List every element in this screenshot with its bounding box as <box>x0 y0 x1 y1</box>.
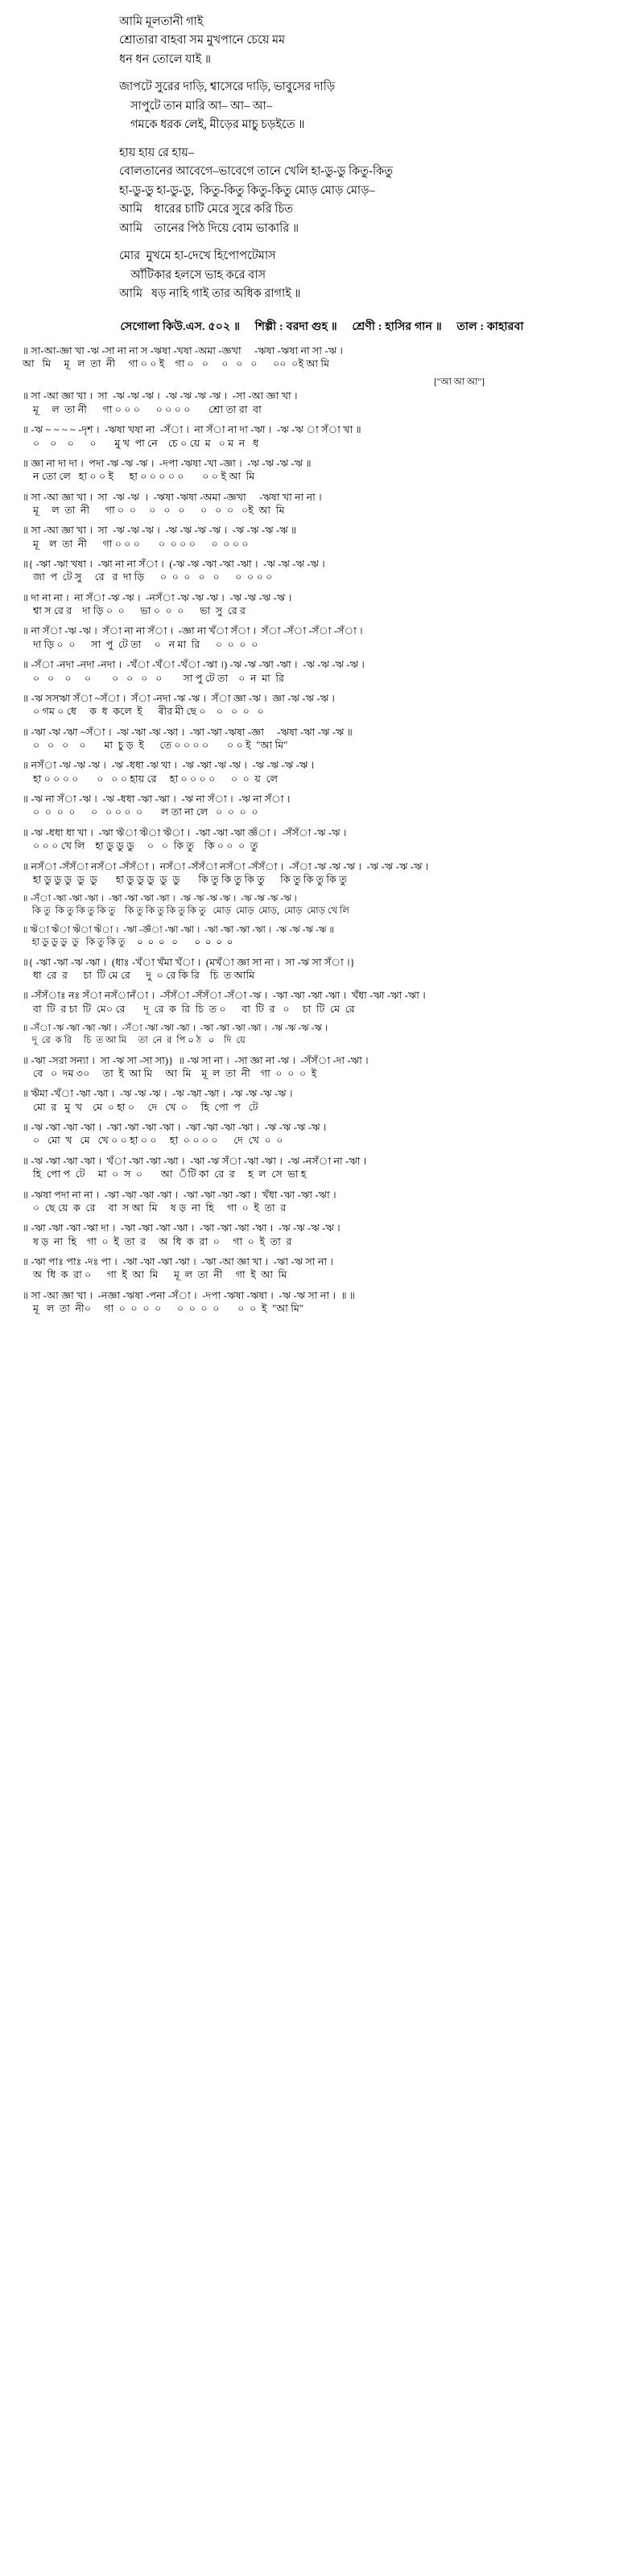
lyrics-stanza <box>119 247 621 303</box>
notation-row <box>23 423 621 450</box>
lyrics-line: আমি ধারের চাটি মেরে সুরে করি চিত <box>119 203 294 216</box>
lyrics-line: মোর মুখমে হা-দেখে হিপোপটেমাস <box>119 249 276 263</box>
notation-row <box>23 925 621 949</box>
swara-line: ॥ -ঋা -ঋ -ঋা ~সঁা । -ঋ -ঋা -ঋ -ঋা । -ঋা -ঋা -ঋষা -জ্ঞা -ঋষা -ঋা -ঋ -ঋ ॥ <box>23 726 353 738</box>
notation-row <box>23 860 621 887</box>
lyrics-stanza <box>119 13 621 69</box>
swara-line: ॥ -ঋ ~ ~ ~ ~ -দৃশ । -ঋষা খষা না -সঁা । না সঁা না দা -ঋা । -ঋ -ঋ া সঁা খা ॥ <box>23 424 361 436</box>
lyrics-line: আমি তানের পিঠ দিয়ে বোম ভাকারি ॥ <box>119 221 299 235</box>
sahitya-line: মো র মু খ মে ০ হা ০ দে খে ০ হি পো প টে <box>23 1101 258 1113</box>
swara-line: ॥ সা -আ জ্ঞা খা । সা -ঋ -ঋ -ঋ । -ঋ -ঋ -ঋ -ঋ । -ঋ -ঋ -ঋ -ঋ ॥ <box>23 525 297 537</box>
notation-row <box>23 989 621 1016</box>
swara-line: ॥ ঋঁমা -খঁা -ঋা -ঋা । -ঋ -ঋ -ঋ । -ঋ -ঋা -ঋা । -ঋ -ঋ -ঋ -ঋ । <box>23 1088 293 1100</box>
sahitya-line: দা ড়ি ০ ০ সা পু টে তা ০ ন মা রি ০ ০ ০ ০ <box>23 638 258 650</box>
swara-line: ॥ -ঋ সসঋা সঁা ~সঁা । সঁা -নদা -ঋ -ঋ । সঁা জ্ঞা -ঋ । জ্ঞা -ঋ -ঋ -ঋ । <box>23 692 336 704</box>
lyrics-line: ধন ধন তোলে যাই ॥ <box>119 52 211 66</box>
notation-row <box>23 344 621 371</box>
notation-row <box>23 956 621 983</box>
taal-label: তাল : কাহারবা <box>456 320 524 333</box>
swara-line: ॥ সা-আ-জ্ঞা খা -ঋ -সা না না স -ঋষা -খষা -অমা -জ্ঞখা -ঋষা -ঋষা না সা -ঋ । <box>23 344 343 357</box>
lyrics-line: আঁটিকার হলসে ভাহ করে বাস <box>130 268 266 282</box>
lyrics-line: হায় হায় রে হায়– <box>119 146 195 159</box>
sahitya-line: ০ ০ ০ ০ ০ ০ ০ ০ ০ ল তা না লে ০ ০ ০ ০ <box>23 806 258 818</box>
notation-row <box>23 591 621 618</box>
notation-block <box>23 344 621 1316</box>
notation-row <box>23 793 621 819</box>
sahitya-line: ০ ০ ০ ০ মা চু ড় ই তে ০ ০ ০ ০ ০ ০ ই "আ মি" <box>23 739 288 751</box>
swara-line: ॥ -সঁা -ঋা -ঋা -ঋা । -ঋা -ঋা -ঋা -ঋা । -ঋ -ঋ -ঋ -ঋ । -ঋ -ঋ -ঋ -ঋ । <box>23 894 297 905</box>
swara-line: ॥ -সঁা -ঋ -ঋা -ঋা -ঋা । -সঁা -ঋা -ঋা -ঋা । -ঋা -ঋা -ঋা -ঋা । -ঋ -ঋ -ঋ -ঋ । <box>23 1023 328 1033</box>
swara-line: ॥ নসঁা -ঋ -ঋ -ঋ । -ঋ -ধধা -ঋ খা । -ঋ -ঋা -ঋ -ঋ । -ঋ -ঋ -ঋ -ঋ । <box>23 760 315 772</box>
sahitya-line: ধা রে র চা টি মে রে দু ০ রে কি রি চি ত আমি <box>23 969 255 981</box>
sahitya-line: ০ ০ ০ খে লি হা ডু ডু ডু ০ ০ কি তু কি ০ ০ ০ তু <box>23 840 258 852</box>
swara-line: ॥ জ্ঞা না দা দা । পদা -ঋ -ঋ -ঋ । -দপা -ঋষা -খা -জ্ঞা । -ঋ -ঋ -ঋ -ঋ ॥ <box>23 457 312 469</box>
notation-row <box>23 826 621 853</box>
lyrics-line: গমকে ধরক লেই, মীড়ের মাচু চড়ইতে ॥ <box>130 118 305 132</box>
notation-row <box>23 1054 621 1081</box>
swara-line: ॥{ -ঋা -ঋা খষা । -ঋা না না সঁা । (-ঋ -ঋ -ঋা -ঋা -ঋা । -ঋ -ঋ -ঋ -ঋ । <box>23 558 325 571</box>
sahitya-line: বা টি র চা টি মে০ রে দূ রে ক রি চি ত ০ বা টি র ০ চা টি মে রে <box>23 1003 355 1015</box>
notation-row <box>23 558 621 584</box>
sahitya-line: মূ ল তা নী গা ০ ০ ০ ০ ০ ০ ০ ০ ০ ০ ০ <box>23 538 249 550</box>
sahitya-line: ০ মো খ মে খে ০ ০ হা ০ ০ হা ০ ০ ০ ০ দে খে ০ ০ <box>23 1135 283 1147</box>
lyrics-line: হা-ডু-ডু হা-ডু-ডু, কিতু-কিতু কিতু-কিতু মোড় মোড় মোড়– <box>119 183 375 197</box>
swara-line: ॥ সা -আ জ্ঞা খা । সা -ঋ -ঋ । -ঋষা -ঋষা -অমা -জ্ঞখা -ঋষা খা না না । <box>23 491 322 503</box>
lyrics-line: সাপুটে তান মারি আ– আ– আ– <box>130 99 273 113</box>
notation-row <box>23 692 621 719</box>
sahitya-line: হি পো প টে মা ০ স ০ আ ঁটি কা রে র হ ল সে ভা হ <box>23 1168 307 1181</box>
sahitya-line: হা ডু ডু ডু ডু ডু হা ডু ডু ডু ডু ডু কি তু কি তু কি তু কি তু কি তু কি তু <box>23 873 347 885</box>
sahitya-line: জা প টে সু রে র দা ড়ি ০ ০ ০ ০ ০ ০ ০ ০ ০ <box>23 571 273 583</box>
lyrics-block <box>23 13 621 304</box>
sahitya-line: হা ০ ০ ০ ০ ০ ০ ০ হায় রে হা ০ ০ ০ ০ ০ ০ য় লে <box>23 773 279 785</box>
notation-row <box>23 1121 621 1148</box>
credits-line <box>23 317 621 336</box>
swara-line: ॥ -সঁসঁাঃ নঃ সঁা নসঁানঁা । -সঁসঁা -সঁসঁা -সঁা -ঋ । -ঋা -ঋা -ঋা -ঋা । খঁধা -ঋা -ঋা -ঋা । <box>23 990 426 1002</box>
swara-line: ॥ ঋঁা ঋঁা ঋঁা ঋঁা । -ঋা -জ্ঞঁা -ঋা -ঋা । -ঋা -ঋা -ঋা -ঋা । -ঋ -ঋ -ঋ -ঋ ॥ <box>23 925 334 935</box>
sahitya-line: কি তু কি তু কি তু কি তু কি তু কি তু কি তু কি তু মোড় মোড় মোড়, মোড় মোড় খে লি <box>23 906 349 917</box>
sahitya-line: অ ধি ক রা ০ গা ই আ মি মূ ল তা নী গা ই আ মি <box>23 1269 287 1281</box>
genre-label: শ্রেণী : হাসির গান ॥ <box>352 320 442 333</box>
swara-line: ॥ দা না না । না সঁা -ঋ -ঋ । -নসঁা -ঋ -ঋ -ঋ । -ঋ -ঋ -ঋ -ঋ । <box>23 591 292 604</box>
sahitya-line: মূ ল তা নী গা ০ ০ ০ ০ ০ ০ ০ ০ ০ই আ মি <box>23 504 285 516</box>
sahitya-line: শ্বা স রে র দা ড়ি ০ ০ ভা ০ ০ ০ ভা সু রে র <box>23 605 246 617</box>
notation-row <box>23 1222 621 1248</box>
lyrics-stanza <box>119 144 621 238</box>
sahitya-line: বে ০ দম ৩০ তা ই আ মি আ মি মূ ল তা নী গা ০ ০ ০ ই <box>23 1067 317 1079</box>
sahitya-line: মূ ল তা নী০ গা ০ ০ ০ ০ ০ ০ ০ ০ ০ ০ ই "আ মি" <box>23 1303 304 1315</box>
sahitya-line: ষ ড় না হি গা ০ ই তা র অ ধি ক রা ০ গা ০ ই তা র <box>23 1235 292 1247</box>
sahitya-line: হা ডু ডু ডু ডু কি তু কি তু ০ ০ ০ ০ ০ ০ ০ ০ <box>23 937 233 947</box>
sahitya-line: ন তো লে হা ০ ০ ই হা ০ ০ ০ ০ ০ ০ ০ ই আ মি <box>23 471 255 483</box>
notation-row <box>23 1155 621 1181</box>
notation-row <box>23 1087 621 1114</box>
notation-row <box>23 1023 621 1047</box>
notation-row <box>23 524 621 550</box>
notation-row <box>23 726 621 752</box>
notation-row <box>23 1255 621 1282</box>
swara-line: ॥ -ঋ -ধধা ধা খা । -ঋা ঋঁা ঋঁা ঋঁা । -ঋা -ঋা -ঋা জ্ঞঁা । -সঁসঁা -ঋ -ঋ । <box>23 826 347 839</box>
swara-line: ॥ -ঋষা পদা না না । -ঋা -ঋা -ঋা -ঋা । -ঋা -ঋা -ঋা -ঋা । খঁধা -ঋা -ঋা -ঋা । <box>23 1189 336 1201</box>
sahitya-line: দূ রে ক রি চি ত আ মি তা নে র পি ০ ঠ ০ দি য়ে <box>23 1035 246 1045</box>
swara-line: ॥ -ঋা -সরা সন্যা । সা -ঋ সা -সা সা)} ॥ -ঋ সা না । -সা জ্ঞা না -ঋ । -সঁসঁা -দা -ঋা । <box>23 1054 369 1066</box>
aside-note: ["আ আ আ"] <box>433 377 485 387</box>
sahitya-line: আ মি মূ ল তা নী গা ০ ০ ই গা ০ ০ ০ ০ ০ ০০ ০ই আ মি <box>23 358 330 370</box>
sahitya-line: ০ ০ ০ ০ মু খ পা নে চে ০ য়ে ম ০ ম ন ধ <box>23 437 259 449</box>
notation-row <box>23 1289 621 1316</box>
notation-row <box>23 893 621 917</box>
notation-row <box>23 389 621 416</box>
swara-line: ॥ -ঋা পাঃ পাঃ -দঃ পা । -ঋা -ঋা -ঋা -ঋা । -ঋা -আ জ্ঞা খা । -ঋা -ঋ সা না । <box>23 1255 333 1267</box>
artist-label: শিল্পী : বরদা গুহ ॥ <box>254 320 337 333</box>
lyrics-line: বোলতানের আবেগে–ভাবেগে তানে খেলি হা-ডু-ডু কিতু-কিতু <box>119 165 394 179</box>
swara-line: ॥ -ঋা -ঋা -ঋা -ঋা দা । -ঋা -ঋা -ঋা -ঋা । -ঋা -ঋা -ঋা -ঋা । -ঋ -ঋ -ঋ -ঋ । <box>23 1222 341 1234</box>
sahitya-line: ০ গম ০ ধে ক ধ কলে ই ৰীর মী ছে ০ ০ ০ ০ ০ <box>23 706 264 718</box>
notation-row <box>23 658 621 685</box>
swara-line: ॥ -ঋ -ঋা -ঋা -ঋা । -ঋা -ঋা -ঋা -ঋা । -ঋা -ঋা -ঋা -ঋা । -ঋ -ঋ -ঋ -ঋ । <box>23 1122 327 1134</box>
record-number: সেগোলা কিউ.এস. ৫০২ ॥ <box>120 320 241 333</box>
swara-line: ॥ -ঋ না সঁা -ঋ । -ঋ -ধধা -ঋা -ঋা । -ঋ না সঁা । -ঋ না সঁা । <box>23 793 291 806</box>
notation-row <box>23 491 621 517</box>
notation-row <box>23 1189 621 1215</box>
notation-row <box>23 624 621 651</box>
sahitya-line: ০ ছে য়ে ক রে বা স আ মি ষ ড় না হি গা ০ ই তা র <box>23 1201 287 1214</box>
swara-line: ॥ নসঁা -সঁসঁা নসঁা -সঁসঁা । নসঁা -সঁসঁা নসঁা -সঁসঁা । -সঁা -ঋ -ঋ -ঋ । -ঋ -ঋ -ঋ -ঋ । <box>23 860 429 872</box>
lyrics-line: জাপটে সুরের দাড়ি, শ্বাসেরে দাড়ি, ভাবুসের দাড়ি <box>119 80 336 94</box>
sahitya-line: ০ ০ ০ ০ ০ ০ ০ ০ সা পু টে তা ০ ন মা রি <box>23 672 285 684</box>
lyrics-line: শ্রোতারা বাহবা সম মুখপানে চেয়ে মম <box>119 34 286 47</box>
swara-line: ॥ না সঁা -ঋ -ঋ । সঁা না না সঁা । -জ্ঞা না খঁা সঁা । সঁা -সঁা -সঁা -সঁা । <box>23 625 363 637</box>
swara-line: ॥ সা -আ জ্ঞা খা । -নজ্ঞা -ঋষা -পনা -সঁা । -দপা -ঋষা -ঋষা । -ঋ -ঋ সা না । ॥ ॥ <box>23 1289 356 1301</box>
swara-line: ॥ সা -আ জ্ঞা খা । সা -ঋ -ঋ -ঋ । -ঋ -ঋ -ঋ -ঋ । -সা -আ জ্ঞা খা । <box>23 390 298 402</box>
sahitya-line: মূ ল তা নী গা ০ ০ ০ ০ ০ ০ ০ শ্রো তা রা বা <box>23 403 262 415</box>
notation-row <box>23 457 621 484</box>
lyrics-line: আমি ষড় নাহি গাই তার অধিক রাগাই ॥ <box>119 287 301 301</box>
swara-line: ॥ -ঋ -ঋা -ঋা -ঋা । খঁা -ঋা -ঋা -ঋা । -ঋা -ঋ সঁা -ঋা -ঋা । -ঋ -নসঁা না -ঋা । <box>23 1155 367 1167</box>
swara-line: ॥ -সঁা -নদা -নদা -নদা । -খঁা -খঁা -খঁা -ঋা ।) -ঋ -ঋ -ঋা -ঋা । -ঋ -ঋ -ঋ -ঋ । <box>23 659 365 671</box>
swara-line: ॥{ -ঋা -ঋা -ঋ -ঋা । (ধাঃ -খঁা খঁমা খঁা । (মখঁা জ্ঞা সা না । সা -ঋ সা সঁা ।} <box>23 956 355 968</box>
lyrics-line: আমি মূলতানী গাই <box>119 15 204 28</box>
notation-row <box>23 759 621 785</box>
lyrics-stanza <box>119 78 621 134</box>
